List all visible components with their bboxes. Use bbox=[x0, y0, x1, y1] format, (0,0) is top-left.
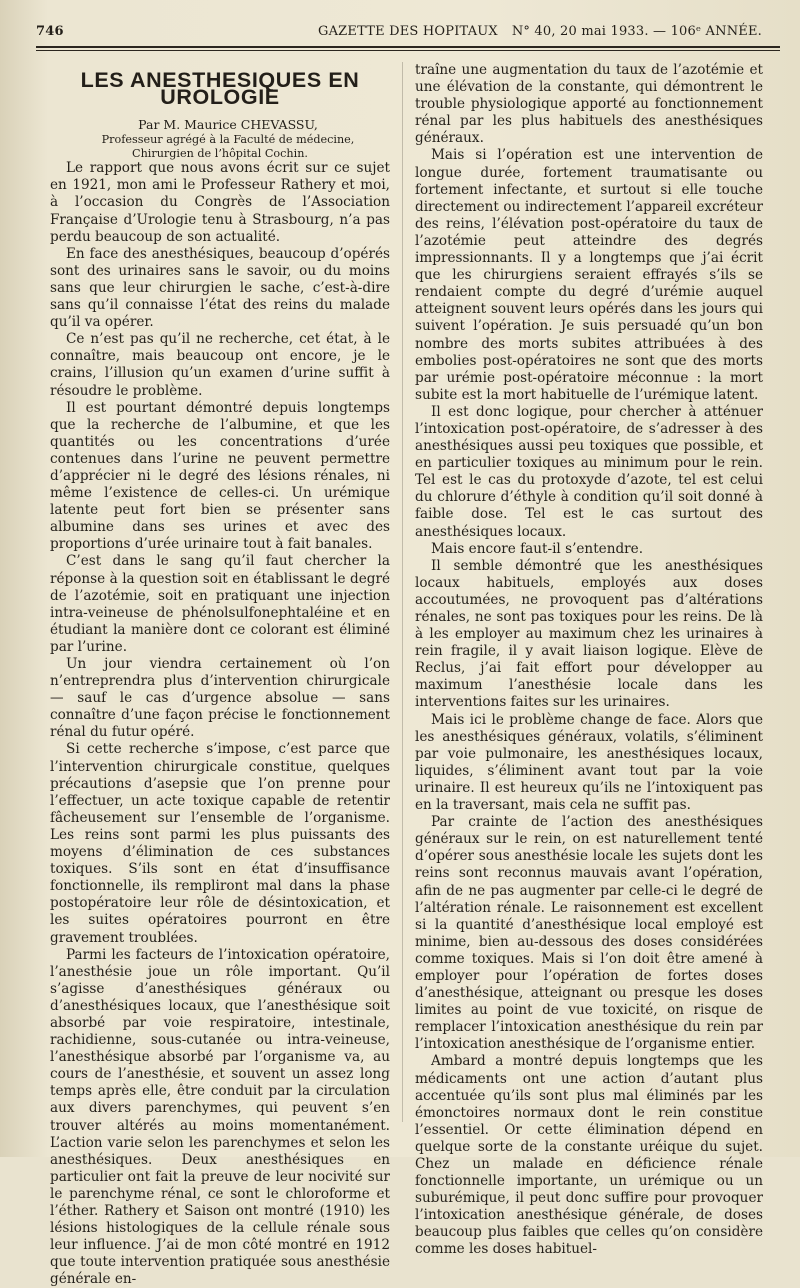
article-byline: Par M. Maurice CHEVASSU, bbox=[138, 117, 318, 133]
issue-info: N° 40, 20 mai 1933. — 106ᵉ ANNÉE. bbox=[511, 24, 762, 39]
paragraph: Il est pourtant démontré depuis longtemps que la recherche de l’albumine, et que les quantités ou les concentrations d’urée contenues dans l’urine ne peuvent permettre d’apprécier ni le degré des lésions rénales, ni même l’existence de celles-ci. Un urémique latente peut fort bien se présenter sans albumine dans ses urines et avec des proportions d’urée urinaire tout à fait banales. bbox=[50, 399, 390, 553]
left-column bbox=[50, 62, 390, 1288]
paragraph: Par crainte de l’action des anesthésiques généraux sur le rein, on est naturellement tenté d’opérer sous anesthésie locale les sujets dont les reins sont reconnus mauvais avant l’opération, afin de ne pas augmenter par celle-ci le degré de l’altération rénale. Le raisonnement est excellent si la quantité d’anesthésique local employé est minime, bien au-dessous des doses considérées comme toxiques. Mais si l’on doit être amené à employer pour l’opération de fortes doses d’anesthésique, atteignant ou presque les doses limites au point de vue toxicité, on risque de remplacer l’intoxication anesthésique du rein par l’intoxication anesthésique de l’organisme entier. bbox=[415, 814, 763, 1053]
paragraph: Parmi les facteurs de l’intoxication opératoire, l’anesthésie joue un rôle important. Qu’il s’agisse d’anesthésiques généraux ou d’anesthésiques locaux, que l’anesthésique soit absorbé par voie respiratoire, intestinale, rachidienne, sous-cutanée ou intra-veineuse, l’anesthésique absorbé par l’organisme va, au cours de l’anesthésie, et souvent un assez long temps après elle, être conduit par la circulation aux divers parenchymes, qui peuvent s’en trouver altérés au moins momentanément. L’action varie selon les parenchymes et selon les anesthésiques. Deux anesthésiques en particulier ont fait la preuve de leur nocivité sur le parenchyme rénal, ce sont le chloroforme et l’éther. Rathery et Saison ont montré (1910) les lésions histologiques de la cellule rénale sous leur influence. J’ai de mon côté montré en 1912 que toute intervention pratiquée sous anesthésie générale en- bbox=[50, 946, 390, 1288]
paragraph: Le rapport que nous avons écrit sur ce sujet en 1921, mon ami le Professeur Rathery et moi, à l’occasion du Congrès de l’Association Française d’Urologie tenu à Strasbourg, n’a pas perdu beaucoup de son actualité. bbox=[50, 160, 390, 245]
affiliation-line-2: Chirurgien de l’hôpital Cochin. bbox=[132, 146, 308, 160]
header-rule bbox=[36, 46, 780, 51]
paragraph: Si cette recherche s’impose, c’est parce que l’intervention chirurgicale constitue, quelques précautions d’asepsie que l’on prenne pour l’effectuer, un acte toxique capable de retentir fâcheusement sur l’ensemble de l’organisme. Les reins sont parmi les plus puissants des moyens d’élimination de ces substances toxiques. S’ils sont en état d’insuffisance fonctionnelle, ils rempliront mal dans la phase postopératoire leur rôle de désintoxication, et les suites opératoires pourront en être gravement troublées. bbox=[50, 741, 390, 946]
running-header bbox=[36, 22, 772, 44]
paragraph: C’est dans le sang qu’il faut chercher la réponse à la question soit en établissant le degré de l’azotémie, soit en pratiquant une injection intra-veineuse de phénolsulfonephtaléine et en étudiant la manière dont ce colorant est éliminé par l’urine. bbox=[50, 553, 390, 655]
paragraph: traîne une augmentation du taux de l’azotémie et une élévation de la constante, qui démontrent le trouble physiologique apporté au fonctionnement rénal par les plus habituels des anesthésiques généraux. bbox=[415, 62, 763, 147]
affiliation-line-1: Professeur agrégé à la Faculté de médecine, bbox=[101, 133, 355, 147]
paragraph: Il est donc logique, pour chercher à atténuer l’intoxication post-opératoire, de s’adresser à des anesthésiques aussi peu toxiques que possible, et en particulier toxiques au minimum pour le rein. Tel est le cas du protoxyde d’azote, tel est celui du chlorure d’éthyle à condition qu’il soit donné à faible dose. Tel est le cas surtout des anesthésiques locaux. bbox=[415, 403, 763, 540]
paragraph: Ambard a montré depuis longtemps que les médicaments ont une action d’autant plus accentuée qu’ils sont plus mal éliminés par les émonctoires normaux dont le rein constitue l’essentiel. Or cette élimination dépend en quelque sorte de la constante uréique du sujet. Chez un malade en déficience rénale fonctionnelle importante, un urémique ou un suburémique, il peut donc suffire pour provoquer l’intoxication anesthésique générale, de doses beaucoup plus faibles que celles qu’on considère comme les doses habituel- bbox=[415, 1053, 763, 1258]
paragraph: Mais encore faut-il s’entendre. bbox=[431, 540, 644, 557]
paragraph: Ce n’est pas qu’il ne recherche, cet état, à le connaître, mais beaucoup ont encore, je le crains, l’illusion qu’un examen d’urine suffit à résoudre le problème. bbox=[50, 331, 390, 399]
paragraph: En face des anesthésiques, beaucoup d’opérés sont des urinaires sans le savoir, ou du moins sans que leur chirurgien le sache, c’est-à-dire sans qu’il connaisse l’état des reins du malade qu’il va opérer. bbox=[50, 245, 390, 331]
paragraph: Il semble démontré que les anesthésiques locaux habituels, employés aux doses accoutumées, ne provoquent pas d’altérations rénales, ne sont pas toxiques pour les reins. De là à les employer au maximum chez les urinaires à rein fragile, il y avait liaison logique. Elève de Reclus, j’ai fait effort pour développer au maximum l’anesthésie locale dans les interventions faites sur les urinaires. bbox=[415, 557, 763, 711]
author-affiliation bbox=[50, 133, 390, 160]
right-column bbox=[415, 62, 763, 1259]
paragraph: Mais ici le problème change de face. Alors que les anesthésiques généraux, volatils, s’éliminent par voie pulmonaire, les anesthésiques locaux, liquides, s’éliminent avant tout par la voie urinaire. Il est heureux qu’ils ne l’intoxiquent pas en la traversant, mais cela ne suffit pas. bbox=[415, 711, 763, 814]
page-number: 746 bbox=[36, 24, 64, 39]
paragraph: Un jour viendra certainement où l’on n’entreprendra plus d’intervention chirurgicale — sauf le cas d’urgence absolue — sans connaître d’une façon précise le fonctionnement rénal du futur opéré. bbox=[50, 656, 390, 741]
article-title: LES ANESTHESIQUES EN UROLOGIE bbox=[80, 68, 360, 110]
column-divider bbox=[402, 62, 403, 1122]
journal-title: GAZETTE DES HOPITAUX bbox=[318, 24, 498, 39]
paragraph: Mais si l’opération est une intervention de longue durée, fortement traumatisante ou fortement infectante, et surtout si elle touche directement ou indirectement l’appareil excréteur des reins, l’élévation post-opératoire du taux de l’azotémie peut atteindre des degrés impressionnants. Il y a longtemps que j’ai écrit que les chirurgiens seraient effrayés s’ils se rendaient compte du degré d’urémie auquel atteignent souvent leurs opérés dans les jours qui suivent l’opération. Je suis persuadé qu’un bon nombre des morts subites attribuées à des embolies post-opératoires ne sont que des morts par urémie post-opératoire méconnue : la mort subite est la mort habituelle de l’urémique latent. bbox=[415, 147, 763, 403]
